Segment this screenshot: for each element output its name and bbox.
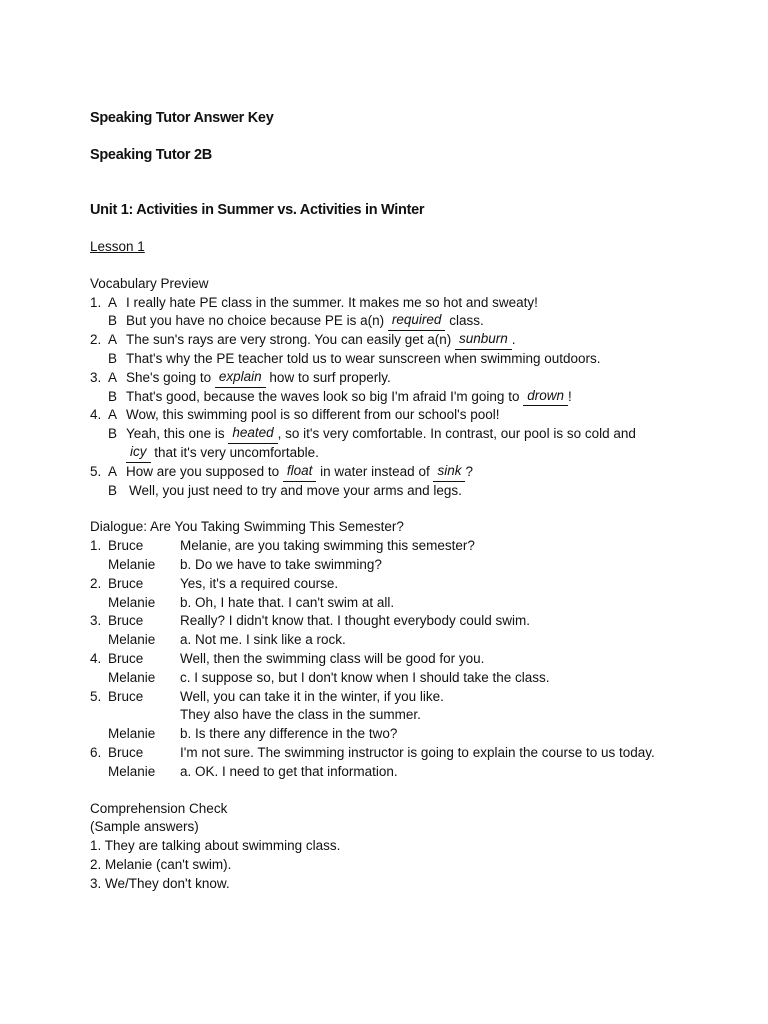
speaker-name: Melanie bbox=[108, 556, 156, 572]
dialogue-line bbox=[90, 763, 730, 782]
line-text: I'm not sure. The swimming instructor is going to explain the course to us today. bbox=[180, 744, 655, 760]
speaker-name: Melanie bbox=[108, 632, 156, 648]
line-number: 3. bbox=[90, 613, 102, 629]
comprehension-answer: 1. They are talking about swimming class. bbox=[90, 838, 341, 854]
line-number: 6. bbox=[90, 744, 102, 760]
vocab-item-5-a: 5. A How are you supposed to float in water instead of sink ? bbox=[90, 463, 730, 482]
line-text: a. OK. I need to get that information. bbox=[180, 763, 398, 779]
vocab-item-4-b-continued: icy that it's very uncomfortable. bbox=[90, 444, 730, 463]
dialogue-line bbox=[90, 688, 730, 707]
vocab-item-1-b: B But you have no choice because PE is a(n) required class. bbox=[90, 312, 730, 331]
vocab-item-2-b: B That's why the PE teacher told us to wear sunscreen when swimming outdoors. bbox=[108, 350, 601, 366]
answer-blank: explain bbox=[215, 369, 266, 388]
comprehension-heading: Comprehension Check bbox=[90, 800, 228, 816]
speaker-name: Bruce bbox=[108, 688, 144, 704]
speaker-name: Bruce bbox=[108, 744, 144, 760]
dialogue-line bbox=[90, 575, 730, 594]
line-number: 5. bbox=[90, 688, 102, 704]
dialogue-line bbox=[90, 669, 730, 688]
line-number bbox=[90, 631, 108, 650]
dialogue-line bbox=[90, 556, 730, 575]
line-number bbox=[90, 763, 108, 782]
speaker-name: Bruce bbox=[108, 650, 144, 666]
answer-blank: icy bbox=[126, 444, 151, 463]
line-number: 2. bbox=[90, 575, 102, 591]
line-text: b. Oh, I hate that. I can't swim at all. bbox=[180, 594, 395, 610]
line-text: Well, you can take it in the winter, if you like. bbox=[180, 688, 444, 704]
answer-key-page bbox=[90, 108, 730, 894]
line-text: c. I suppose so, but I don't know when I should take the class. bbox=[180, 669, 550, 685]
speaker-name: Melanie bbox=[108, 726, 156, 742]
line-number: 4. bbox=[90, 650, 102, 666]
book-title: Speaking Tutor 2B bbox=[90, 147, 212, 163]
speaker-name: Melanie bbox=[108, 763, 156, 779]
speaker-name: Bruce bbox=[108, 575, 144, 591]
dialogue-line bbox=[90, 594, 730, 613]
line-text: b. Do we have to take swimming? bbox=[180, 556, 382, 572]
dialogue-line bbox=[90, 537, 730, 556]
dialogue-line bbox=[90, 650, 730, 669]
vocab-item-3-a: 3. A She's going to explain how to surf properly. bbox=[90, 369, 730, 388]
answer-blank: required bbox=[388, 312, 446, 331]
dialogue-heading: Dialogue: Are You Taking Swimming This Semester? bbox=[90, 519, 404, 535]
speaker-name: Melanie bbox=[108, 594, 156, 610]
vocab-item-4-a: 4. A Wow, this swimming pool is so different from our school's pool! bbox=[90, 407, 500, 423]
dialogue-line bbox=[90, 744, 730, 763]
line-text: Well, then the swimming class will be good for you. bbox=[180, 650, 485, 666]
vocab-item-2-a: 2. A The sun's rays are very strong. You can easily get a(n) sunburn . bbox=[90, 331, 730, 350]
line-number bbox=[90, 669, 108, 688]
line-number: 1. bbox=[90, 538, 102, 554]
answer-blank: float bbox=[283, 463, 317, 482]
line-number bbox=[90, 556, 108, 575]
line-text: Really? I didn't know that. I thought everybody could swim. bbox=[180, 613, 531, 629]
vocab-item-1-a: 1. A I really hate PE class in the summer. It makes me so hot and sweaty! bbox=[90, 294, 538, 310]
speaker-name: Bruce bbox=[108, 538, 144, 554]
speaker-name: Bruce bbox=[108, 613, 144, 629]
dialogue-list bbox=[90, 537, 730, 781]
dialogue-line bbox=[90, 706, 730, 725]
line-text: They also have the class in the summer. bbox=[180, 707, 421, 723]
line-number bbox=[90, 706, 108, 725]
vocabulary-list bbox=[90, 294, 730, 501]
answer-blank: sunburn bbox=[455, 331, 512, 350]
line-number bbox=[90, 594, 108, 613]
answer-blank: heated bbox=[228, 425, 277, 444]
comprehension-note: (Sample answers) bbox=[90, 819, 199, 835]
answer-blank: drown bbox=[523, 388, 568, 407]
dialogue-line bbox=[90, 725, 730, 744]
line-number bbox=[90, 725, 108, 744]
dialogue-line bbox=[90, 612, 730, 631]
vocab-item-5-b: B Well, you just need to try and move your arms and legs. bbox=[108, 482, 462, 498]
document-title: Speaking Tutor Answer Key bbox=[90, 110, 274, 126]
line-text: Yes, it's a required course. bbox=[180, 575, 339, 591]
lesson-heading: Lesson 1 bbox=[90, 239, 145, 254]
vocabulary-heading: Vocabulary Preview bbox=[90, 275, 209, 291]
unit-title: Unit 1: Activities in Summer vs. Activities in Winter bbox=[90, 202, 425, 218]
line-text: Melanie, are you taking swimming this semester? bbox=[180, 538, 475, 554]
vocab-item-4-b: B Yeah, this one is heated , so it's very comfortable. In contrast, our pool is so cold and bbox=[90, 425, 730, 444]
comprehension-answer: 3. We/They don't know. bbox=[90, 875, 230, 891]
vocab-item-3-b: B That's good, because the waves look so big I'm afraid I'm going to drown ! bbox=[90, 388, 730, 407]
line-text: a. Not me. I sink like a rock. bbox=[180, 632, 346, 648]
line-text: b. Is there any difference in the two? bbox=[180, 726, 398, 742]
answer-blank: sink bbox=[433, 463, 465, 482]
speaker-name: Melanie bbox=[108, 669, 156, 685]
speaker-name bbox=[108, 706, 180, 725]
dialogue-line bbox=[90, 631, 730, 650]
comprehension-answer: 2. Melanie (can't swim). bbox=[90, 856, 232, 872]
